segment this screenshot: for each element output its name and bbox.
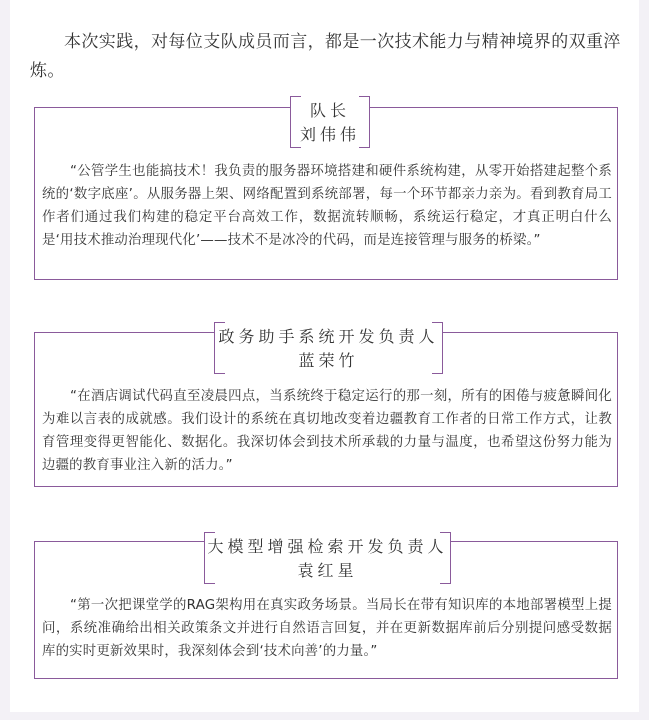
member-name: 蓝荣竹	[298, 351, 359, 370]
intro-paragraph: 本次实践，对每位支队成员而言，都是一次技术能力与精神境界的双重淬炼。	[30, 32, 621, 81]
frame-right-border	[639, 0, 649, 712]
member-quote: “在酒店调试代码直至凌晨四点，当系统终于稳定运行的那一刻，所有的困倦与疲惫瞬间化为难以言表的成就感。我们设计的系统在真切地改变着边疆教育工作者的日常工作方式，让教育管理变得更智能化、数据化。我深切体会到技术所承载的力量与温度，也希望这份努力能为边疆的教育事业注入新的活力。”	[42, 389, 612, 473]
frame-left-border	[0, 0, 10, 712]
member-title-box	[204, 532, 451, 584]
member-name: 袁红星	[297, 561, 358, 580]
title-corner	[215, 373, 225, 374]
title-corner	[291, 147, 301, 148]
member-role: 政务助手系统开发负责人	[218, 327, 439, 346]
frame-bottom-border	[0, 712, 649, 720]
member-title-box	[214, 322, 443, 374]
title-corner	[359, 96, 369, 97]
member-title-box	[290, 96, 370, 148]
member-name: 刘伟伟	[299, 125, 360, 144]
member-quote: “第一次把课堂学的RAG架构用在真实政务场景。当局长在带有知识库的本地部署模型上提问，系统准确给出相关政策条文并进行自然语言回复，并在更新数据库前后分别提问感受数据库的实时更新效果时，我深刻体会到‘技术向善’的力量。”	[42, 598, 612, 659]
member-role: 队长	[309, 101, 350, 120]
member-quote: “公管学生也能搞技术！我负责的服务器环境搭建和硬件系统构建，从零开始搭建起整个系统的‘数字底座’。从服务器上架、网络配置到系统部署，每一个环节都亲力亲为。看到教育局工作者们通过我们构建的稳定平台高效工作，数据流转顺畅，系统运行稳定，才真正明白什么是‘用技术推动治理现代化’——技术不是冰冷的代码，而是连接管理与服务的桥梁。”	[42, 164, 612, 248]
title-corner	[205, 583, 215, 584]
title-corner	[440, 532, 450, 533]
title-corner	[432, 322, 442, 323]
member-role: 大模型增强检索开发负责人	[207, 537, 448, 556]
